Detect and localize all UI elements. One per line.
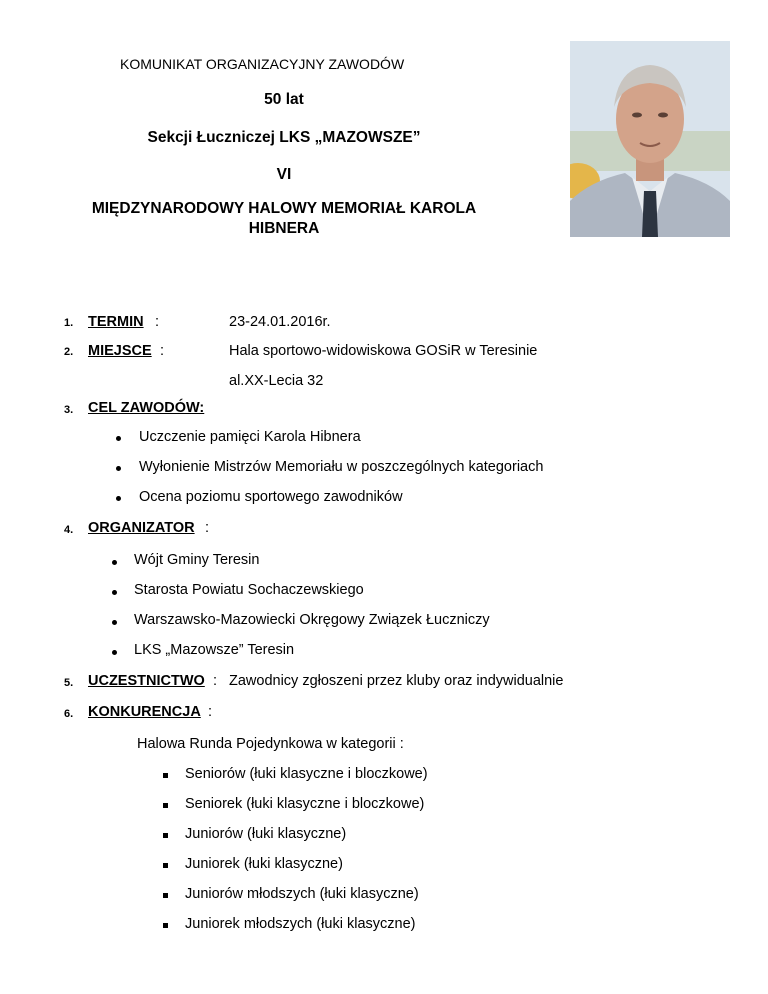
section-number: 1.	[64, 317, 74, 329]
list-item: Starosta Powiatu Sochaczewskiego	[134, 582, 364, 598]
section-line: Sekcji Łuczniczej LKS „MAZOWSZE”	[147, 129, 421, 146]
termin-label: TERMIN	[88, 314, 144, 330]
bullet	[112, 650, 117, 655]
anniversary-line: 50 lat	[264, 91, 304, 108]
bullet	[112, 590, 117, 595]
section-number: 5.	[64, 677, 74, 689]
konkurencja-label: KONKURENCJA	[88, 704, 201, 720]
cel-label: CEL ZAWODÓW:	[88, 400, 205, 416]
doc-title: KOMUNIKAT ORGANIZACYJNY ZAWODÓW	[120, 56, 405, 72]
list-item: Seniorek (łuki klasyczne i bloczkowe)	[185, 796, 425, 812]
uczestnictwo-value: Zawodnicy zgłoszeni przez kluby oraz indywidualnie	[229, 673, 564, 689]
list-item: Ocena poziomu sportowego zawodników	[139, 489, 403, 505]
bullet	[112, 560, 117, 565]
organizator-colon: :	[205, 520, 210, 536]
list-item: Juniorów młodszych (łuki klasyczne)	[185, 886, 419, 902]
uczestnictwo-colon: :	[213, 673, 218, 689]
konkurencja-intro: Halowa Runda Pojedynkowa w kategorii :	[137, 736, 404, 752]
section-number: 3.	[64, 404, 74, 416]
bullet	[112, 620, 117, 625]
bullet	[116, 466, 121, 471]
section-number: 2.	[64, 346, 74, 358]
list-item: LKS „Mazowsze” Teresin	[134, 642, 295, 658]
list-item: Uczczenie pamięci Karola Hibnera	[139, 429, 361, 445]
list-item: Wójt Gminy Teresin	[134, 552, 260, 568]
organizator-label: ORGANIZATOR	[88, 520, 195, 536]
bullet	[163, 803, 168, 808]
memorial-title-1: MIĘDZYNARODOWY HALOWY MEMORIAŁ KAROLA	[91, 200, 477, 217]
uczestnictwo-label: UCZESTNICTWO	[88, 673, 205, 689]
miejsce-address: al.XX-Lecia 32	[229, 373, 324, 389]
termin-colon: :	[155, 314, 160, 330]
miejsce-value: Hala sportowo-widowiskowa GOSiR w Teresinie	[229, 343, 538, 359]
bullet	[116, 496, 121, 501]
section-number: 6.	[64, 708, 74, 720]
bullet	[163, 863, 168, 868]
konkurencja-colon: :	[208, 704, 213, 720]
bullet	[163, 893, 168, 898]
list-item: Wyłonienie Mistrzów Memoriału w poszczególnych kategoriach	[139, 459, 544, 475]
miejsce-label: MIEJSCE	[88, 343, 152, 359]
bullet	[163, 923, 168, 928]
list-item: Juniorów (łuki klasyczne)	[185, 826, 347, 842]
portrait-photo	[570, 41, 730, 237]
list-item: Seniorów (łuki klasyczne i bloczkowe)	[185, 766, 428, 782]
list-item: Juniorek młodszych (łuki klasyczne)	[185, 916, 416, 932]
bullet	[116, 436, 121, 441]
miejsce-colon: :	[160, 343, 165, 359]
list-item: Juniorek (łuki klasyczne)	[185, 856, 343, 872]
bullet	[163, 773, 168, 778]
section-number: 4.	[64, 524, 74, 536]
termin-value: 23-24.01.2016r.	[229, 314, 331, 330]
bullet	[163, 833, 168, 838]
list-item: Warszawsko-Mazowiecki Okręgowy Związek Łuczniczy	[134, 612, 490, 628]
memorial-title-2: HIBNERA	[248, 220, 320, 237]
edition-line: VI	[276, 166, 292, 183]
